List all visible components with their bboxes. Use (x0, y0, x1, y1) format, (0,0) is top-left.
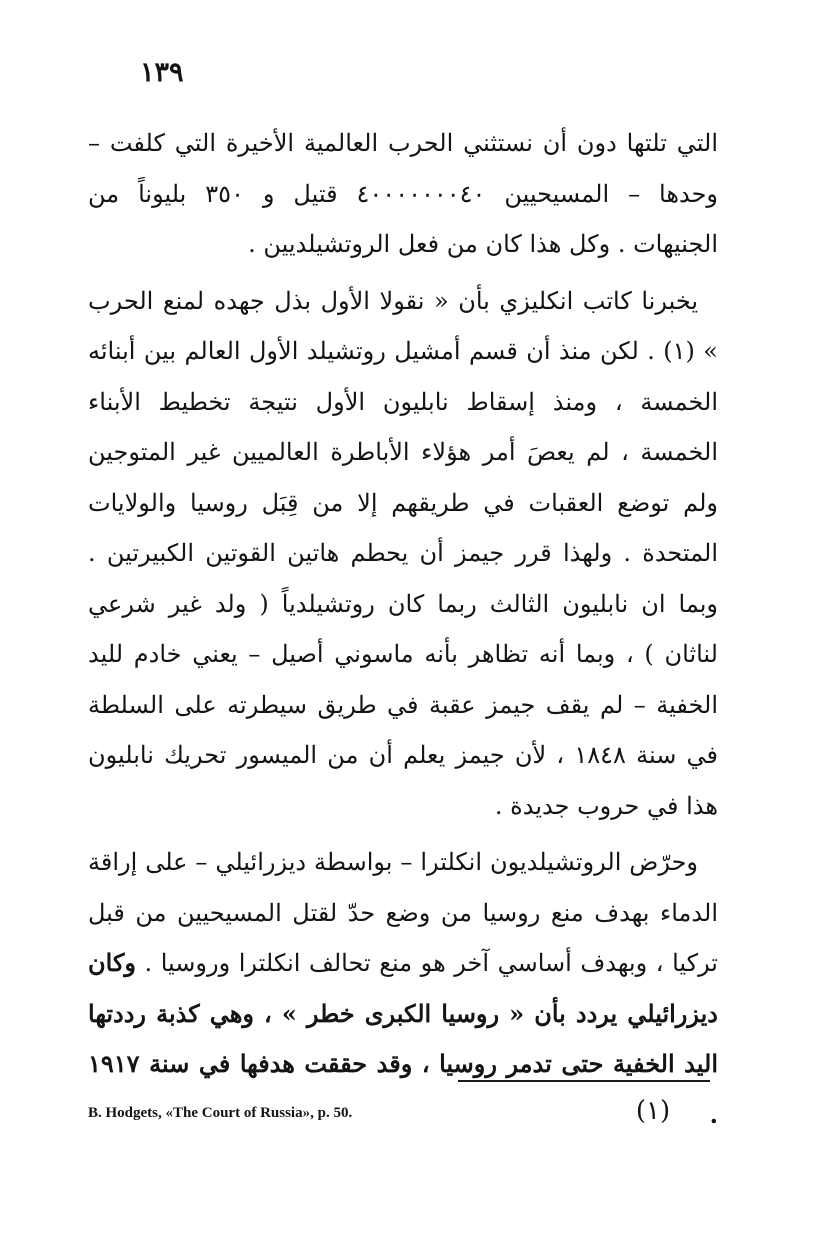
footnote-marker: (١) (635, 1096, 671, 1126)
paragraph-1-text: التي تلتها دون أن نستثني الحرب العالمية الأخيرة التي كلفت – وحدها – المسيحيين ٤٠٠٠٠٠٠٠٤٠ قتيل و ٣٥٠ بليوناً من الجنيهات . وكل هذا كان من فعل الروتشيلديين . (88, 129, 719, 258)
footnote-citation: B. Hodgets, «The Court of Russia», p. 50. (88, 1105, 353, 1121)
paragraph-2 (88, 276, 718, 832)
paragraph-3-bold-text: وكان ديزرائيلي يردد بأن « روسيا الكبرى خطر » ، وهي كذبة رددتها اليد الخفية حتى تدمر روسيا ، وقد حققت هدفها في سنة ١٩١٧ . (88, 948, 718, 1129)
paragraph-3-text: وحرّض الروتشيلديون انكلترا – بواسطة ديزرائيلي – على إراقة الدماء بهدف منع روسيا من وضع حدّ لقتل المسيحيين من قبل تركيا ، وبهدف أساسي آخر هو منع تحالف انكلترا وروسيا . (88, 848, 718, 977)
paragraph-1 (88, 118, 718, 270)
footnote-divider (458, 1080, 710, 1082)
body-text (88, 118, 718, 1140)
page-number: ١٣٩ (140, 57, 184, 88)
paragraph-2-text: يخبرنا كاتب انكليزي بأن « نقولا الأول بذل جهده لمنع الحرب » (١) . لكن منذ أن قسم أمشيل روتشيلد الأول العالم بين أبنائه الخمسة ، ومنذ إسقاط نابليون الأول نتيجة تخطيط الأبناء الخمسة ، لم يعصَ أمر هؤلاء الأباطرة العالميين غير المتوجين ولم توضع العقبات في طريقهم إلا من قِبَل روسيا والولايات المتحدة . ولهذا قرر جيمز أن يحطم هاتين القوتين الكبيرتين . وبما ان نابليون الثالث ربما كان روتشيلدياً ( ولد غير شرعي لناثان ) ، وبما أنه تظاهر بأنه ماسوني أصيل – يعني خادم لليد الخفية – لم يقف جيمز عقبة في طريق سيطرته على السلطة في سنة ١٨٤٨ ، لأن جيمز يعلم أن من الميسور تحريك نابليون هذا في حروب جديدة . (88, 286, 718, 820)
